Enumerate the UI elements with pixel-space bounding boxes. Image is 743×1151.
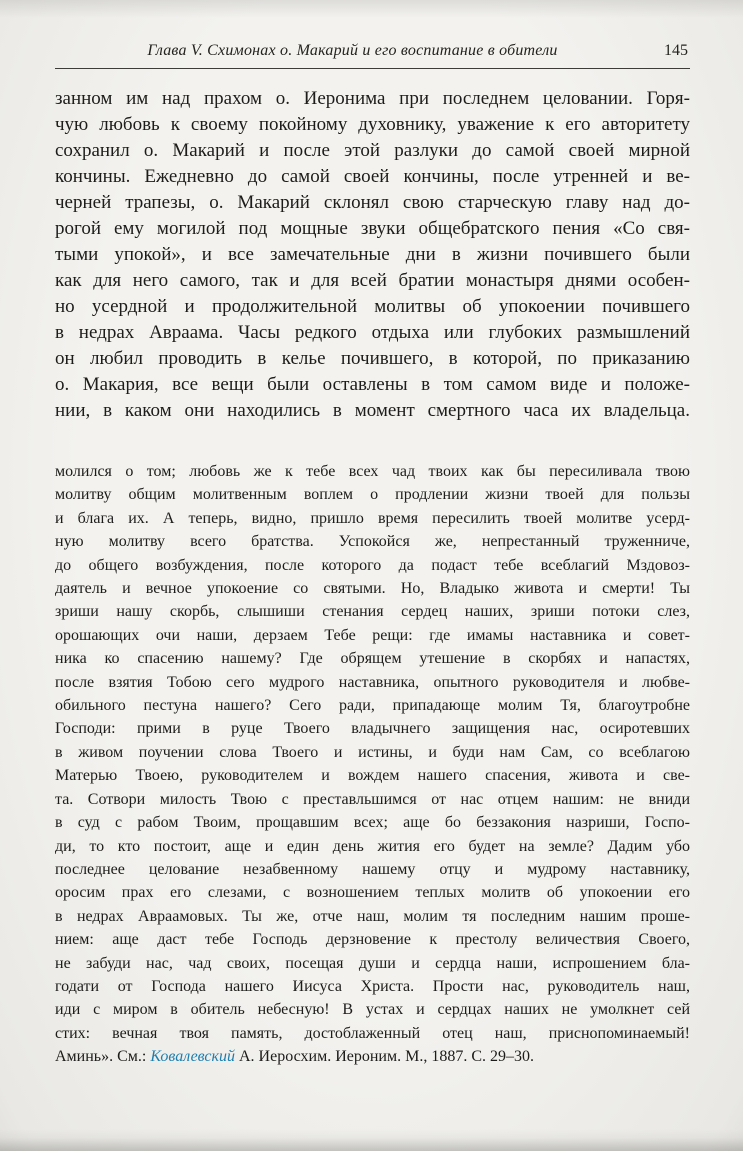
footnote-citation-suffix: А. Иеросхим. Иероним. М., 1887. С. 29–30. [235, 1048, 534, 1066]
body-line: в недрах Авраама. Часы редкого отдыха или глубоких размышлений [55, 322, 690, 343]
running-title: Глава V. Схимонах о. Макарий и его воспитание в обители [147, 42, 558, 59]
page-number: 145 [664, 42, 688, 59]
footnote-line: ника ко спасению нашему? Где обрящем утешение в скорбях и напастях, [55, 650, 690, 668]
footnote-line: обильного пестуна нашего? Сего ради, припадающе молим Тя, благоутробне [55, 697, 690, 715]
header-rule [55, 68, 690, 69]
body-line: как для него самого, так и для всей братии монастыря днями особен- [55, 270, 690, 291]
footnote-line: стих: вечная твоя память, достоблаженный отец наш, приснопоминаемый! [55, 1024, 690, 1042]
body-line: нии, в каком они находились в момент смертного часа их владельца. [55, 400, 690, 421]
body-line: но усердной и продолжительной молитвы об упокоении почившего [55, 296, 690, 317]
footnote-line: молитву общим молитвенным воплем о продлении жизни твоей для пользы [55, 486, 690, 504]
page-header [55, 42, 690, 62]
footnote-line: после взятия Тобою сего мудрого наставника, опытного руководителя и любве- [55, 673, 690, 691]
footnote-citation-prefix: Аминь». См.: [55, 1048, 151, 1066]
footnote-line: Матерью Твоею, руководителем и вождем нашего спасения, живота и све- [55, 767, 690, 785]
footnote-line: годати от Господа нашего Иисуса Христа. Прости нас, руководитель наш, [55, 977, 690, 995]
body-line: он любил проводить в келье почившего, в которой, по приказанию [55, 348, 690, 369]
footnote-line: до общего возбуждения, после которого да подаст тебе всеблагий Мздовоз- [55, 556, 690, 574]
body-line: кончины. Ежедневно до самой своей кончины, после утренней и ве- [55, 166, 690, 187]
footnote-line: та. Сотвори милость Твою с преставльшимся от нас отцем нашим: не вниди [55, 790, 690, 808]
footnote-line: даятель и вечное упокоение со святыми. Но, Владыко живота и смерти! Ты [55, 580, 690, 598]
footnote-line: ную молитву всего братства. Успокойся же, непрестанный труженниче, [55, 533, 690, 551]
footnote-block [55, 460, 690, 1069]
body-line: о. Макария, все вещи были оставлены в том самом виде и положе- [55, 374, 690, 395]
footnote-line: нием: аще даст тебе Господь дерзновение к престолу величествия Своего, [55, 931, 690, 949]
body-line: сохранил о. Макарий и после этой разлуки до самой своей мирной [55, 140, 690, 161]
body-line: чую любовь к своему покойному духовнику, уважение к его авторитету [55, 114, 690, 135]
footnote-line: орошающих очи наши, дерзаем Тебе рещи: где имамы наставника и совет- [55, 626, 690, 644]
footnote-author-link: Ковалевский [150, 1048, 235, 1066]
body-paragraph [55, 86, 690, 424]
footnote-line: оросим прах его слезами, с возношением теплых молитв об упокоении его [55, 884, 690, 902]
footnote-line: в недрах Авраамовых. Ты же, отче наш, молим тя последним нашим проше- [55, 907, 690, 925]
footnote-line: и блага их. А теперь, видно, пришло время пересилить твоей молитве усерд- [55, 509, 690, 527]
footnote-line: иди с миром в обитель небесную! В устах и сердцах наших не умолкнет сей [55, 1001, 690, 1019]
footnote-line: в суд с рабом Твоим, прощавшим всех; аще бо беззакония назриши, Госпо- [55, 814, 690, 832]
body-line: черней трапезы, о. Макарий склонял свою старческую главу над до- [55, 192, 690, 213]
footnote-line: ди, то кто постоит, аще и един день жития его будет на земле? Дадим убо [55, 837, 690, 855]
footnote-line: молился о том; любовь же к тебе всех чад твоих как бы пересиливала твою [55, 463, 690, 480]
body-line: тыми упокой», и все замечательные дни в жизни почившего были [55, 244, 690, 265]
footnote-citation-line [55, 1045, 690, 1068]
body-line: рогой ему могилой под мощные звуки общебратского пения «Со свя- [55, 218, 690, 239]
footnote-line: последнее целование незабвенному нашему отцу и мудрому наставнику, [55, 860, 690, 878]
body-line: занном им над прахом о. Иеронима при последнем целовании. Горя- [55, 88, 690, 109]
footnote-line: Господи: прими в руце Твоего владычнего защищения нас, осиротевших [55, 720, 690, 738]
footnote-line: в живом поучении слова Твоего и истины, и буди нам Сам, со всеблагою [55, 743, 690, 761]
footnote-line: не забуди нас, чад своих, посещая души и сердца наши, испрошением бла- [55, 954, 690, 972]
footnote-line: зриши нашу скорбь, слышиши стенания сердец наших, зриши потоки слез, [55, 603, 690, 621]
